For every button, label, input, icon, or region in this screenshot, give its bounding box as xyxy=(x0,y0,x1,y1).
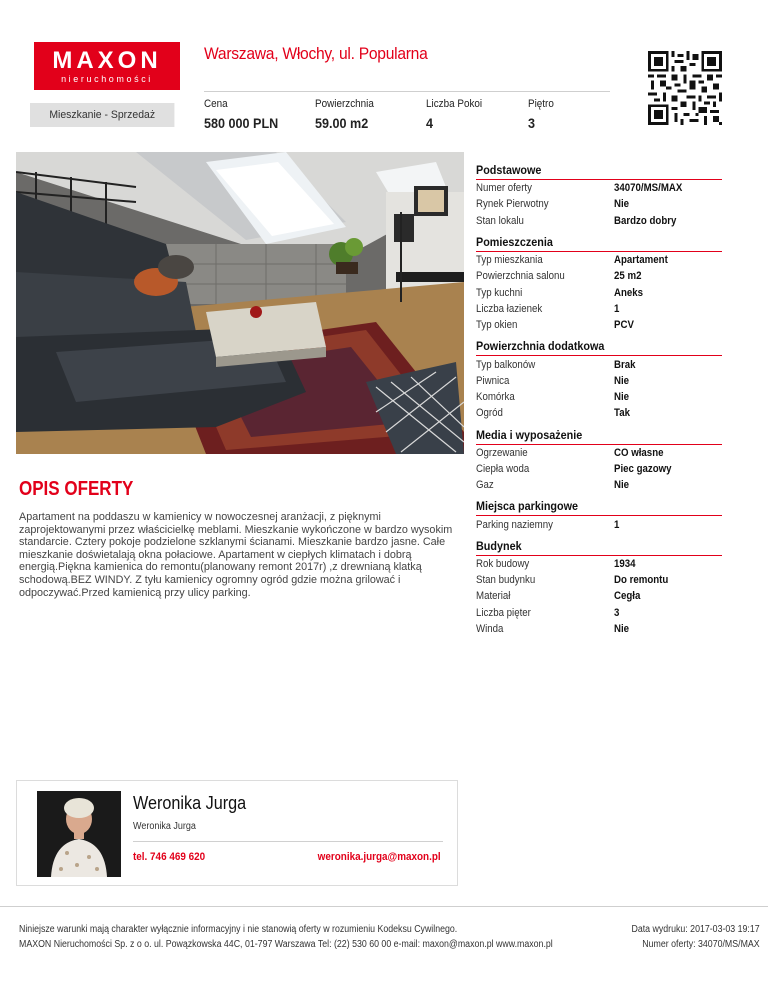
detail-label-text: Rok budowy xyxy=(476,557,530,570)
detail-value xyxy=(614,198,631,210)
detail-value xyxy=(614,391,631,403)
detail-value-text: 1 xyxy=(614,302,620,315)
area-field xyxy=(315,98,380,131)
detail-label-text: Ogrzewanie xyxy=(476,446,528,459)
detail-label xyxy=(476,375,614,387)
agent-email-link[interactable]: weronika.jurga@maxon.pl xyxy=(318,851,441,863)
area-value: 59.00 m2 xyxy=(315,115,369,131)
detail-value-text: Tak xyxy=(614,407,630,420)
details-section xyxy=(476,428,722,494)
agent-name: Weronika Jurga xyxy=(133,793,247,813)
detail-value xyxy=(614,479,631,491)
detail-label-text: Ogród xyxy=(476,407,503,420)
detail-value-text: 1934 xyxy=(614,557,636,570)
floor-value: 3 xyxy=(528,115,536,131)
detail-row xyxy=(476,196,722,212)
detail-label xyxy=(476,198,614,210)
detail-value-text: Piec gazowy xyxy=(614,463,672,475)
detail-value-text: Nie xyxy=(614,623,630,636)
detail-row xyxy=(476,405,722,421)
detail-label xyxy=(476,558,614,570)
description-title: OPIS OFERTY xyxy=(19,478,134,500)
detail-value-text: Nie xyxy=(614,198,630,211)
footer-disclaimer: Niniejsze warunki mają charakter wyłącznie informacyjny i nie stanowią oferty w rozumieniu Kodeksu Cywilnego. xyxy=(19,924,458,935)
detail-row xyxy=(476,477,722,493)
detail-label-text: Piwnica xyxy=(476,374,510,387)
footer-offer-number: Numer oferty: 34070/MS/MAX xyxy=(642,939,760,950)
section-title xyxy=(476,499,722,516)
detail-value-text: Nie xyxy=(614,479,630,492)
section-title xyxy=(476,539,722,556)
details-section xyxy=(476,339,722,421)
detail-value-text: Bardzo dobry xyxy=(614,214,677,227)
detail-row xyxy=(476,556,722,572)
detail-value-text: Apartament xyxy=(614,254,668,267)
section-title-text: Media i wyposażenie xyxy=(476,427,583,442)
detail-label-text: Stan lokalu xyxy=(476,214,524,227)
detail-value xyxy=(614,607,620,619)
detail-row xyxy=(476,301,722,317)
section-title-text: Powierzchnia dodatkowa xyxy=(476,339,605,354)
detail-row xyxy=(476,356,722,372)
price-label: Cena xyxy=(204,98,228,110)
header-divider xyxy=(204,91,610,92)
detail-row xyxy=(476,284,722,300)
detail-label xyxy=(476,319,614,331)
detail-value xyxy=(614,254,675,266)
detail-label xyxy=(476,519,614,531)
detail-value-text: Brak xyxy=(614,358,636,371)
detail-label-text: Numer oferty xyxy=(476,182,532,195)
offer-type-badge: Mieszkanie - Sprzedaż xyxy=(30,103,174,127)
detail-value xyxy=(614,447,670,459)
detail-label-text: Typ mieszkania xyxy=(476,254,543,267)
details-section xyxy=(476,499,722,532)
detail-value xyxy=(614,215,685,227)
section-title-text: Podstawowe xyxy=(476,163,542,177)
detail-label-text: Gaz xyxy=(476,479,494,492)
detail-label-text: Komórka xyxy=(476,391,515,404)
detail-label xyxy=(476,303,614,315)
detail-label xyxy=(476,215,614,227)
detail-row xyxy=(476,572,722,588)
detail-value xyxy=(614,574,676,586)
detail-label xyxy=(476,590,614,602)
agent-phone-link[interactable]: tel. 746 469 620 xyxy=(133,851,206,863)
section-title xyxy=(476,428,722,445)
description-text: Apartament na poddaszu w kamienicy w nowoczesnej aranżacji, z pięknymi zaprojektowanymi przez właścicielkę meblami. Mieszkanie wykończone w bardzo wysokim standarcie. Cztery pokoje podzielone szklanymi ścianami. Mieszkanie bardzo jasne. Całe mieszkanie doświetalają okna połaciowe. Apartament w ciepłych klimatach i dobrą energią.Piękna kamienica do remontu(planowany remont 2017r) ,z drewnianą klatką schodową.BEZ WINDY. Z tyłu kamienicy ogromny ogród gdzie można grilować i odpoczywać.Przed kamienicą przy ulicy parking. xyxy=(19,511,453,599)
detail-label xyxy=(476,623,614,635)
detail-value xyxy=(614,407,632,419)
detail-label-text: Typ okien xyxy=(476,319,518,332)
agent-photo xyxy=(37,791,121,877)
detail-value xyxy=(614,270,645,282)
price-field xyxy=(204,98,287,131)
floor-field xyxy=(528,98,557,131)
detail-label xyxy=(476,359,614,371)
detail-label-text: Powierzchnia salonu xyxy=(476,270,565,283)
section-title-text: Pomieszczenia xyxy=(476,234,553,249)
floor-label: Piętro xyxy=(528,98,554,110)
maxon-logo[interactable] xyxy=(34,42,180,90)
detail-label xyxy=(476,254,614,266)
detail-label-text: Rynek Pierwotny xyxy=(476,198,549,211)
detail-value-text: 1 xyxy=(614,518,620,531)
detail-label-text: Liczba łazienek xyxy=(476,302,543,315)
detail-value xyxy=(614,590,644,602)
detail-row xyxy=(476,461,722,477)
detail-value xyxy=(614,375,631,387)
detail-value xyxy=(614,463,679,475)
detail-value-text: 25 m2 xyxy=(614,270,642,283)
detail-value-text: 34070/MS/MAX xyxy=(614,182,683,195)
property-photo[interactable] xyxy=(16,152,464,454)
rooms-field xyxy=(426,98,488,131)
detail-label-text: Typ kuchni xyxy=(476,286,523,299)
detail-row xyxy=(476,445,722,461)
detail-value-text: CO własne xyxy=(614,446,664,459)
rooms-label: Liczba Pokoi xyxy=(426,98,483,110)
logo-tagline: nieruchomości xyxy=(61,74,153,84)
detail-row xyxy=(476,588,722,604)
detail-row xyxy=(476,373,722,389)
detail-value xyxy=(614,319,637,331)
footer-info xyxy=(19,922,553,952)
agent-card xyxy=(16,780,458,886)
detail-label xyxy=(476,607,614,619)
agent-subtitle: Weronika Jurga xyxy=(133,821,196,832)
detail-value xyxy=(614,359,638,371)
details-section xyxy=(476,163,722,229)
detail-label-text: Ciepła woda xyxy=(476,463,530,475)
footer-divider xyxy=(0,906,768,907)
detail-row xyxy=(476,252,722,268)
details-section xyxy=(476,539,722,637)
detail-value-text: Nie xyxy=(614,374,630,387)
detail-label xyxy=(476,391,614,403)
detail-label xyxy=(476,270,614,282)
detail-row xyxy=(476,268,722,284)
detail-value-text: Do remontu xyxy=(614,574,669,587)
detail-value xyxy=(614,303,620,315)
section-title xyxy=(476,235,722,252)
detail-value xyxy=(614,182,692,194)
footer-meta xyxy=(632,922,760,952)
detail-row xyxy=(476,389,722,405)
detail-label xyxy=(476,463,614,475)
detail-label-text: Materiał xyxy=(476,590,511,603)
detail-row xyxy=(476,317,722,333)
qr-code-icon[interactable] xyxy=(648,51,722,125)
detail-row xyxy=(476,621,722,637)
detail-value-text: Aneks xyxy=(614,286,644,299)
detail-row xyxy=(476,516,722,532)
logo-wordmark: MAXON xyxy=(52,47,162,74)
detail-value-text: PCV xyxy=(614,319,634,332)
section-title-text: Budynek xyxy=(476,538,522,553)
detail-label-text: Parking naziemny xyxy=(476,518,553,531)
footer-print-date: Data wydruku: 2017-03-03 19:17 xyxy=(631,924,760,935)
detail-label xyxy=(476,287,614,299)
rooms-value: 4 xyxy=(426,115,434,131)
offer-details xyxy=(476,163,722,643)
detail-value-text: Cegła xyxy=(614,590,641,603)
detail-label-text: Typ balkonów xyxy=(476,358,536,371)
detail-row xyxy=(476,180,722,196)
footer-company: MAXON Nieruchomości Sp. z o o. ul. Powązkowska 44C, 01-797 Warszawa Tel: (22) 530 60 00 e-mail: maxon@maxon.pl www.maxon.pl xyxy=(19,939,553,950)
detail-row xyxy=(476,605,722,621)
section-title-text: Miejsca parkingowe xyxy=(476,499,579,514)
detail-value xyxy=(614,519,620,531)
agent-divider xyxy=(133,841,443,842)
price-value: 580 000 PLN xyxy=(204,115,279,131)
section-title xyxy=(476,339,722,356)
property-address: Warszawa, Włochy, ul. Popularna xyxy=(204,44,428,63)
detail-label-text: Stan budynku xyxy=(476,574,536,587)
area-label: Powierzchnia xyxy=(315,98,374,110)
detail-label xyxy=(476,479,614,491)
detail-value xyxy=(614,623,631,635)
detail-value-text: 3 xyxy=(614,606,620,619)
detail-value xyxy=(614,287,647,299)
detail-value xyxy=(614,558,638,570)
details-section xyxy=(476,235,722,333)
section-title xyxy=(476,163,722,180)
detail-label xyxy=(476,574,614,586)
detail-label-text: Liczba pięter xyxy=(476,606,531,619)
detail-label xyxy=(476,407,614,419)
detail-row xyxy=(476,213,722,229)
detail-label-text: Winda xyxy=(476,623,504,636)
detail-label xyxy=(476,182,614,194)
detail-value-text: Nie xyxy=(614,391,630,404)
detail-label xyxy=(476,447,614,459)
